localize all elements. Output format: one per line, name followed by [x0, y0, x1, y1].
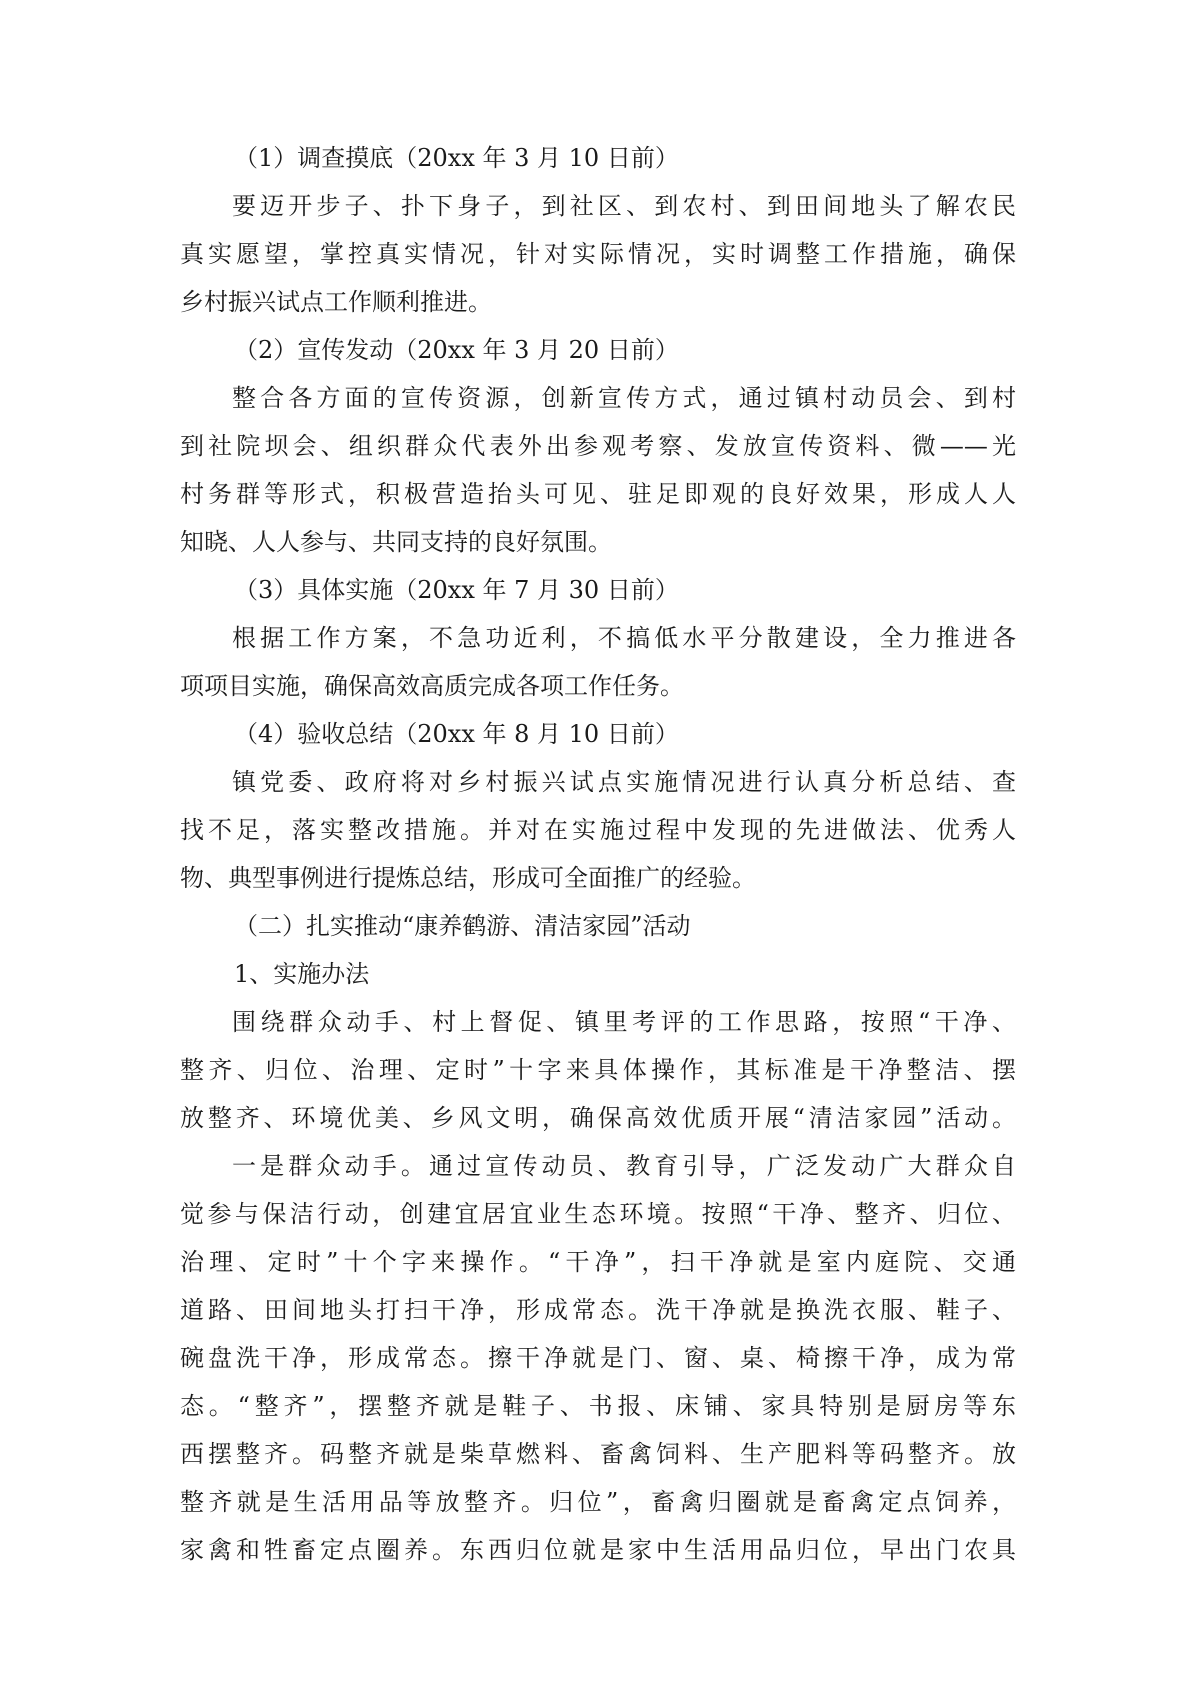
paragraph-line: 找不足，落实整改措施。并对在实施过程中发现的先进做法、优秀人	[180, 816, 1016, 844]
paragraph-line: 觉参与保洁行动，创建宜居宜业生态环境。按照“干净、整齐、归位、	[180, 1200, 1016, 1228]
section-heading-campaign: （二）扎实推动“康养鹤游、清洁家园”活动	[234, 912, 691, 940]
section-heading-publicity: （2）宣传发动（20xx 年 3 月 20 日前）	[234, 336, 679, 364]
paragraph-line: 围绕群众动手、村上督促、镇里考评的工作思路，按照“干净、	[232, 1008, 1016, 1036]
paragraph-line: 根据工作方案，不急功近利，不搞低水平分散建设，全力推进各	[232, 624, 1016, 652]
paragraph-line: 乡村振兴试点工作顺利推进。	[180, 288, 492, 316]
paragraph-line: 到社院坝会、组织群众代表外出参观考察、发放宣传资料、微——光	[180, 432, 1016, 460]
paragraph-line: 整齐、归位、治理、定时”十字来具体操作，其标准是干净整洁、摆	[180, 1056, 1016, 1084]
document-body	[180, 134, 1016, 1574]
section-heading-implementation: （3）具体实施（20xx 年 7 月 30 日前）	[234, 576, 679, 604]
paragraph-line: 整合各方面的宣传资源，创新宣传方式，通过镇村动员会、到村	[232, 384, 1016, 412]
paragraph-line: 真实愿望，掌控真实情况，针对实际情况，实时调整工作措施，确保	[180, 240, 1016, 268]
paragraph-line: 放整齐、环境优美、乡风文明，确保高效优质开展“清洁家园”活动。	[180, 1104, 1016, 1132]
paragraph-line: 村务群等形式，积极营造抬头可见、驻足即观的良好效果，形成人人	[180, 480, 1016, 508]
paragraph-line: 知晓、人人参与、共同支持的良好氛围。	[180, 528, 612, 556]
paragraph-line: 家禽和牲畜定点圈养。东西归位就是家中生活用品归位，早出门农具	[180, 1536, 1016, 1564]
paragraph-line: 态。“整齐”，摆整齐就是鞋子、书报、床铺、家具特别是厨房等东	[180, 1392, 1016, 1420]
paragraph-line: 整齐就是生活用品等放整齐。归位”，畜禽归圈就是畜禽定点饲养，	[180, 1488, 1016, 1516]
subsection-heading-methods: 1、实施办法	[234, 960, 370, 988]
paragraph-line: 项项目实施，确保高效高质完成各项工作任务。	[180, 672, 684, 700]
paragraph-line: 道路、田间地头打扫干净，形成常态。洗干净就是换洗衣服、鞋子、	[180, 1296, 1016, 1324]
section-heading-acceptance: （4）验收总结（20xx 年 8 月 10 日前）	[234, 720, 679, 748]
paragraph-line: 碗盘洗干净，形成常态。擦干净就是门、窗、桌、椅擦干净，成为常	[180, 1344, 1016, 1372]
paragraph-line: 治理、定时”十个字来操作。“干净”，扫干净就是室内庭院、交通	[180, 1248, 1016, 1276]
paragraph-line: 一是群众动手。通过宣传动员、教育引导，广泛发动广大群众自	[232, 1152, 1016, 1180]
paragraph-line: 镇党委、政府将对乡村振兴试点实施情况进行认真分析总结、查	[232, 768, 1016, 796]
section-heading-survey: （1）调查摸底（20xx 年 3 月 10 日前）	[234, 144, 679, 172]
paragraph-line: 西摆整齐。码整齐就是柴草燃料、畜禽饲料、生产肥料等码整齐。放	[180, 1440, 1016, 1468]
paragraph-line: 要迈开步子、扑下身子，到社区、到农村、到田间地头了解农民	[232, 192, 1016, 220]
paragraph-line: 物、典型事例进行提炼总结，形成可全面推广的经验。	[180, 864, 756, 892]
